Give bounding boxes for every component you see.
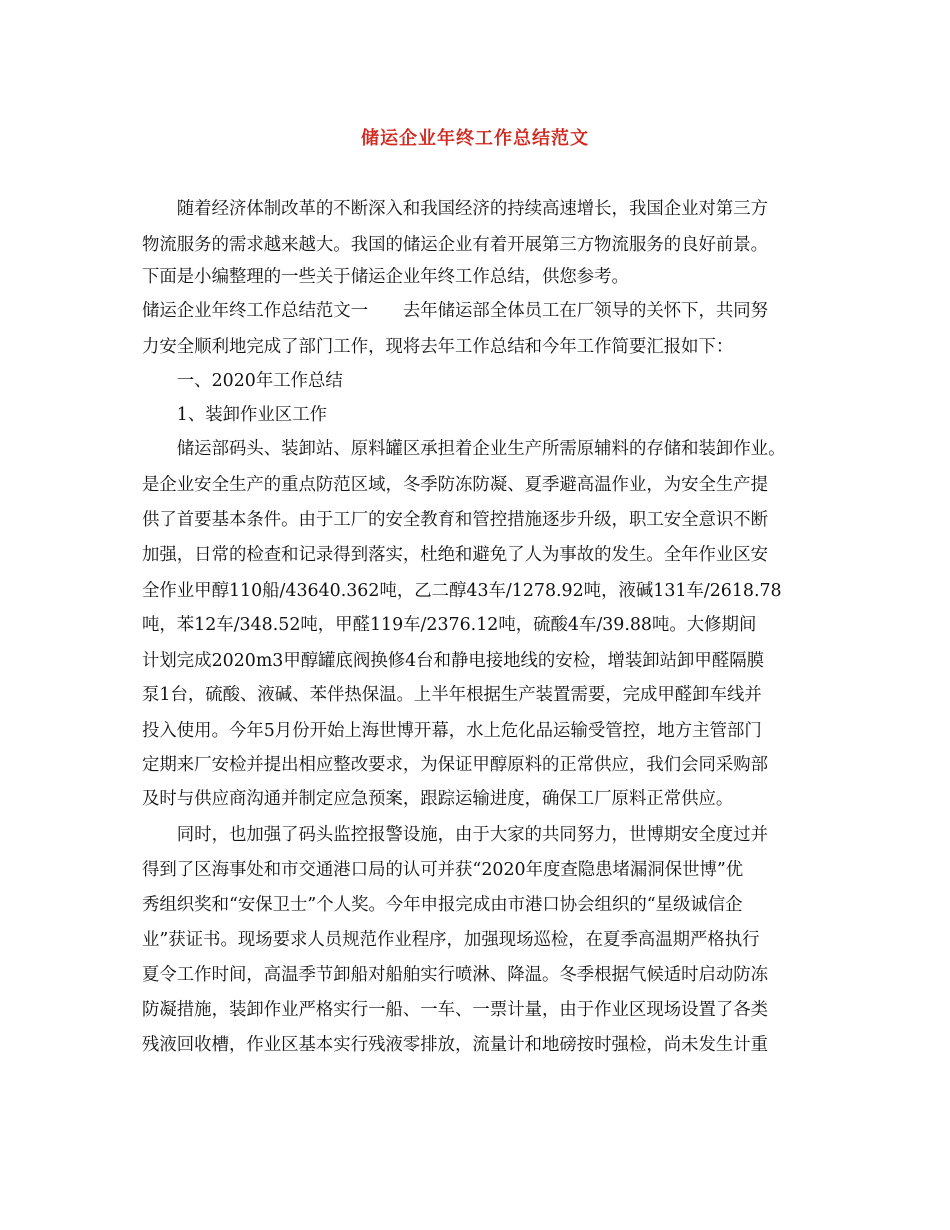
paragraph-line: 投入使用。今年5月份开始上海世博开幕，水上危化品运输受管控，地方主管部门 xyxy=(142,721,762,741)
paragraph-line: 秀组织奖和“安保卫士”个人奖。今年申报完成由市港口协会组织的“星级诚信企 xyxy=(142,895,743,915)
paragraph-line: 物流服务的需求越来越大。我国的储运企业有着开展第三方物流服务的良好前景。 xyxy=(142,235,769,255)
paragraph-line: 泵1台，硫酸、液碱、苯伴热保温。上半年根据生产装置需要，完成甲醛卸车线并 xyxy=(142,685,762,705)
paragraph-line: 及时与供应商沟通并制定应急预案，跟踪运输进度，确保工厂原料正常供应。 xyxy=(142,789,734,809)
paragraph-line: 夏令工作时间，高温季节卸船对船舶实行喷淋、降温。冬季根据气候适时启动防冻 xyxy=(142,965,769,985)
paragraph-line: 储运企业年终工作总结范文一 去年储运部全体员工在厂领导的关怀下，共同努 xyxy=(142,301,769,321)
paragraph-line: 计划完成2020m3甲醇罐底阀换修4台和静电接地线的安检，增装卸站卸甲醛隔膜 xyxy=(142,651,764,671)
paragraph-line: 储运部码头、装卸站、原料罐区承担着企业生产所需原辅料的存储和装卸作业。 xyxy=(142,439,786,459)
document-title: 储运企业年终工作总结范文 xyxy=(361,128,589,149)
paragraph-line: 1、装卸作业区工作 xyxy=(142,405,327,425)
paragraph-line: 全作业甲醇110船/43640.362吨，乙二醇43车/1278.92吨，液碱131车/2618.78 xyxy=(142,581,782,601)
paragraph-line: 随着经济体制改革的不断深入和我国经济的持续高速增长，我国企业对第三方 xyxy=(142,199,769,219)
paragraph-line: 得到了区海事处和市交通港口局的认可并获“2020年度查隐患堵漏洞保世博”优 xyxy=(142,860,744,880)
paragraph-line: 定期来厂安检并提出相应整改要求，为保证甲醇原料的正常供应，我们会同采购部 xyxy=(142,755,769,775)
paragraph-line: 同时，也加强了码头监控报警设施，由于大家的共同努力，世博期安全度过并 xyxy=(142,825,769,845)
paragraph-line: 是企业安全生产的重点防范区域，冬季防冻防凝、夏季避高温作业，为安全生产提 xyxy=(142,475,769,495)
paragraph-line: 吨，苯12车/348.52吨，甲醛119车/2376.12吨，硫酸4车/39.88吨。大修期间 xyxy=(142,615,757,635)
paragraph-line: 供了首要基本条件。由于工厂的安全教育和管控措施逐步升级，职工安全意识不断 xyxy=(142,510,769,530)
paragraph-line: 防凝措施，装卸作业严格实行一船、一车、一票计量，由于作业区现场设置了各类 xyxy=(142,1000,769,1020)
paragraph-line: 下面是小编整理的一些关于储运企业年终工作总结，供您参考。 xyxy=(142,267,629,287)
paragraph-line: 业”获证书。现场要求人员规范作业程序，加强现场巡检，在夏季高温期严格执行 xyxy=(142,930,760,950)
paragraph-line: 力安全顺利地完成了部门工作，现将去年工作总结和今年工作简要汇报如下： xyxy=(142,337,734,357)
paragraph-line: 残液回收槽，作业区基本实行残液零排放，流量计和地磅按时强检，尚未发生计重 xyxy=(142,1035,769,1055)
paragraph-line: 加强，日常的检查和记录得到落实，杜绝和避免了人为事故的发生。全年作业区安 xyxy=(142,545,769,565)
paragraph-line: 一、2020年工作总结 xyxy=(142,371,343,391)
